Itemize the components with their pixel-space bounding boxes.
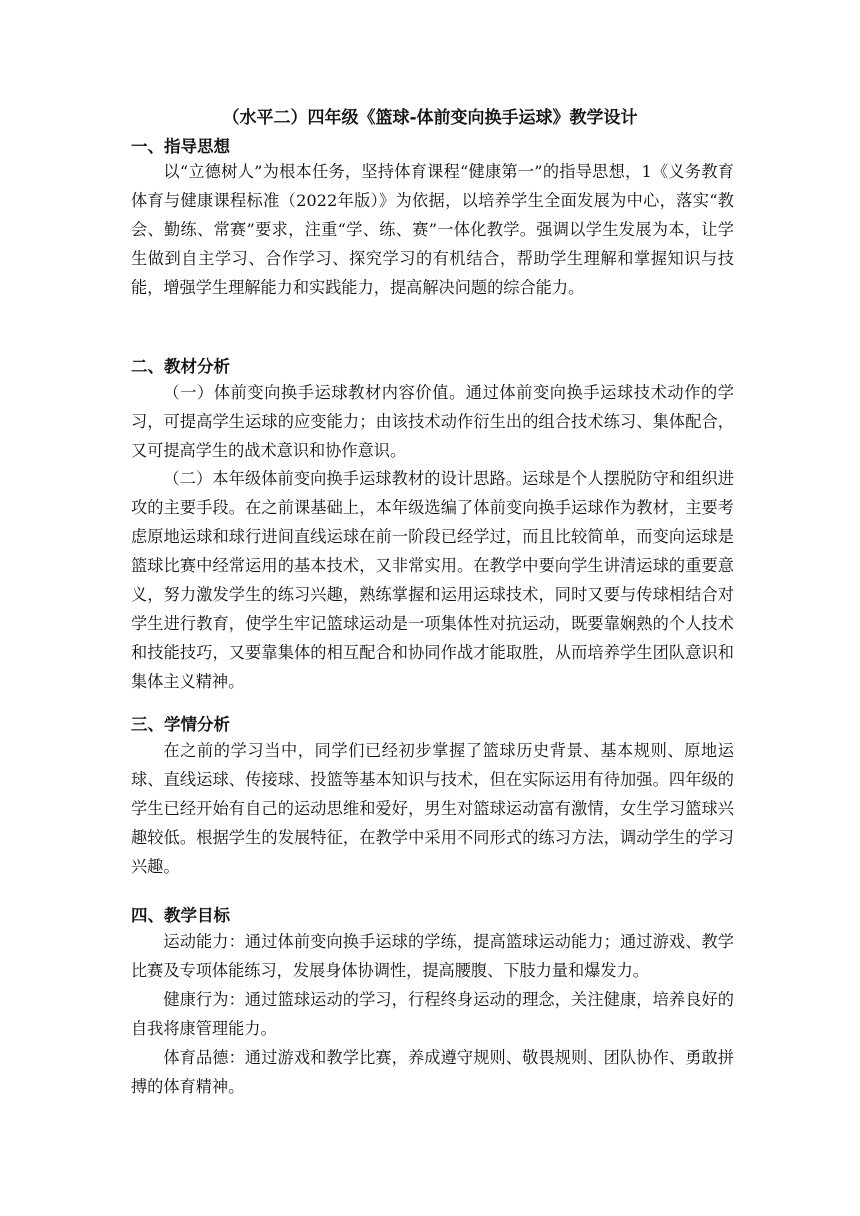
paragraph-guiding-thought: 以“立德树人”为根本任务，坚持体育课程“健康第一”的指导思想，1《义务教育体育与健康课程标准（2022年版）》为依据，以培养学生全面发展为中心，落实“教会、勤练、常赛”要求，注重“学、练、赛”一体化教学。强调以学生发展为本，让学生做到自主学习、合作学习、探究学习的有机结合，帮助学生理解和掌握知识与技能，增强学生理解能力和实践能力，提高解决问题的综合能力。 — [131, 162, 734, 297]
paragraph-goal-sportsmanship: 体育品德：通过游戏和教学比赛，养成遵守规则、敬畏规则、团队协作、勇敢拼搏的体育精神。 — [131, 1048, 734, 1096]
document-title: （水平二）四年级《篮球-体前变向换手运球》教学设计 — [222, 108, 638, 128]
section-heading-teaching-goals: 四、教学目标 — [131, 906, 230, 925]
paragraph-material-value: （一）体前变向换手运球教材内容价值。通过体前变向换手运球技术动作的学习，可提高学生运球的应变能力；由该技术动作衍生出的组合技术练习、集体配合，又可提高学生的战术意识和协作意识。 — [131, 383, 734, 460]
paragraph-material-design: （二）本年级体前变向换手运球教材的设计思路。运球是个人摆脱防守和组织进攻的主要手段。在之前课基础上，本年级选编了体前变向换手运球作为教材，主要考虑原地运球和球行进间直线运球在前一阶段已经学过，而且比较简单，而变向运球是篮球比赛中经常运用的基本技术，又非常实用。在教学中要向学生讲清运球的重要意义，努力激发学生的练习兴趣，熟练掌握和运用运球技术，同时又要与传球相结合对学生进行教育，使学生牢记篮球运动是一项集体性对抗运动，既要靠娴熟的个人技术和技能技巧，又要靠集体的相互配合和协同作战才能取胜，从而培养学生团队意识和集体主义精神。 — [131, 469, 734, 691]
paragraph-goal-health-behavior: 健康行为：通过篮球运动的学习，行程终身运动的理念，关注健康，培养良好的自我将康管理能力。 — [131, 990, 734, 1038]
paragraph-goal-motor-ability: 运动能力：通过体前变向换手运球的学练，提高篮球运动能力；通过游戏、教学比赛及专项体能练习，发展身体协调性，提高腰腹、下肢力量和爆发力。 — [131, 932, 734, 980]
section-heading-guiding-thought: 一、指导思想 — [131, 137, 230, 156]
paragraph-student-analysis: 在之前的学习当中，同学们已经初步掌握了篮球历史背景、基本规则、原地运球、直线运球、传接球、投篮等基本知识与技术，但在实际运用有待加强。四年级的学生已经开始有自己的运动思维和爱好，男生对篮球运动富有激情，女生学习篮球兴趣较低。根据学生的发展特征，在教学中采用不同形式的练习方法，调动学生的学习兴趣。 — [131, 741, 734, 876]
section-heading-material-analysis: 二、教材分析 — [131, 357, 230, 376]
section-heading-student-analysis: 三、学情分析 — [131, 715, 230, 734]
